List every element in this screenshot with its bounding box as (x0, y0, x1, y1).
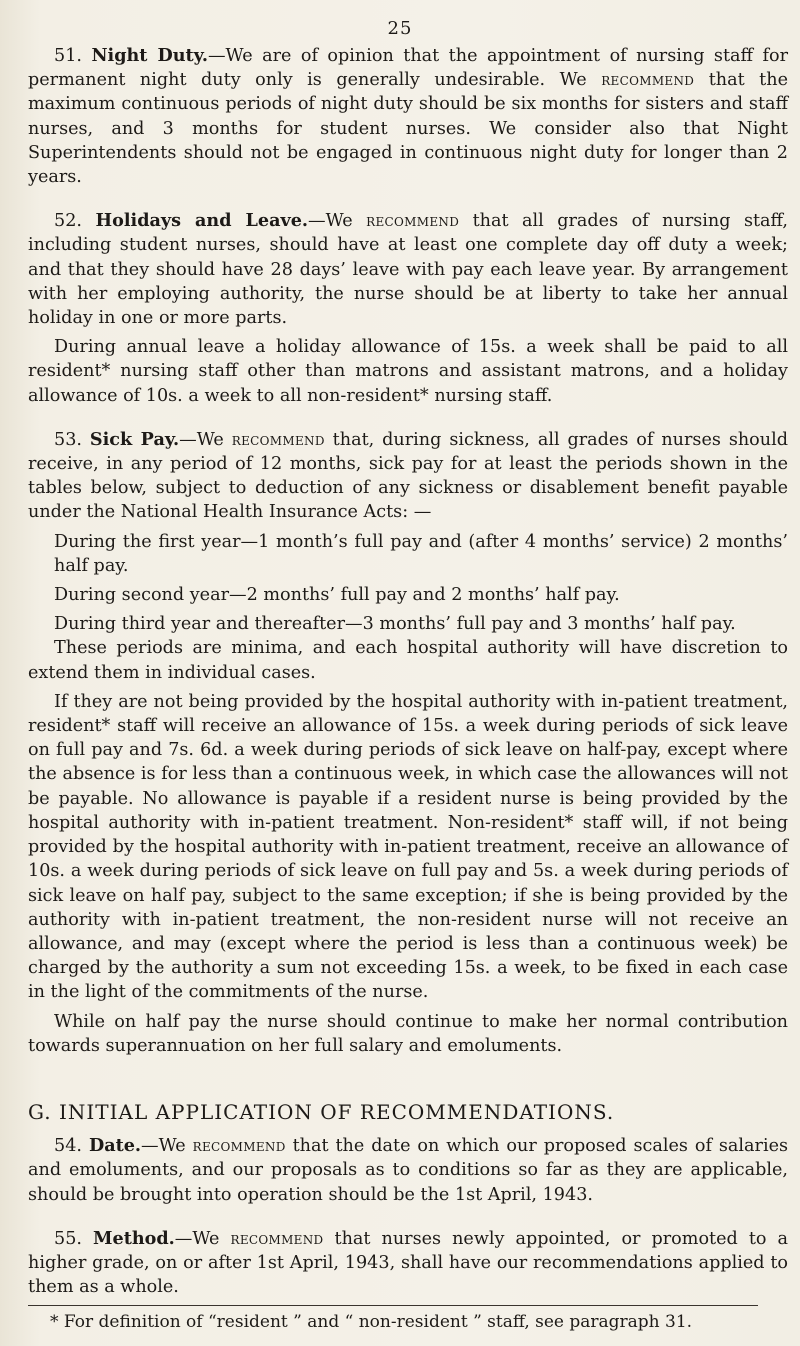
paragraph-55 (28, 1227, 788, 1300)
paragraph-number: 51. (54, 46, 82, 66)
section-heading-g: G. INITIAL APPLICATION OF RECOMMENDATIONS. (28, 1099, 615, 1124)
recommend-keyword: recommend (192, 1136, 286, 1157)
document-body (28, 44, 788, 1335)
paragraph-heading: Holidays and Leave. (95, 210, 309, 232)
paragraph-51 (28, 44, 788, 189)
page-number: 25 (387, 18, 413, 39)
recommend-keyword: recommend (230, 1228, 324, 1249)
paragraph-heading: Method. (93, 1227, 175, 1249)
paragraph-text: that, during sickness, all grades of nurses should receive, in any period of 12 months, sick pay for at least the periods shown in the tables below, subject to deduction of any sickness or disablement benefit payable under the National Health Insurance Acts: — (28, 429, 788, 523)
paragraph-text: —We are of opinion that the appointment of nursing staff for permanent night duty only is generally undesirable. We (28, 46, 788, 91)
paragraph-number: 53. (54, 429, 82, 450)
recommend-keyword: recommend (366, 211, 460, 232)
paragraph-text: —We (179, 429, 232, 450)
recommend-keyword: recommend (231, 429, 325, 450)
paragraph-53-minima: These periods are minima, and each hospital authority will have discretion to extend them in individual cases. (28, 638, 788, 683)
recommend-keyword: recommend (601, 70, 695, 91)
paragraph-number: 52. (54, 211, 82, 232)
paragraph-text: that nurses newly appointed, or promoted to a higher grade, on or after 1st April, 1943, shall have our recommendations applied to them as a whole. (28, 1228, 789, 1298)
paragraph-number: 54. (54, 1136, 82, 1157)
paragraph-text: —We (141, 1136, 193, 1157)
paragraph-53 (28, 428, 788, 525)
sick-pay-second-year: During second year—2 months’ full pay and 2 months’ half pay. (54, 585, 620, 606)
paragraph-text: —We (174, 1228, 231, 1249)
paragraph-heading: Date. (88, 1135, 142, 1157)
paragraph-54 (28, 1134, 788, 1207)
paragraph-number: 55. (54, 1228, 82, 1249)
paragraph-heading: Sick Pay. (89, 428, 180, 450)
sick-pay-third-year: During third year and thereafter—3 months’ full pay and 3 months’ half pay. (54, 614, 736, 635)
paragraph-53-allowances: If they are not being provided by the hospital authority with in-patient treatment, resident* staff will receive an allowance of 15s. a week during periods of sick leave on full pay and 7s. 6d. a week during periods of sick leave on half-pay, except where the absence is for less than a continuous week, in which case the allowances will not be payable. No allowance is payable if a resident nurse is being provided by the hospital authority with in-patient treatment. Non-resident* staff will, if not being provided by the hospital authority with in-patient treatment, receive an allowance of 10s. a week during periods of sick leave on full pay and 5s. a week during periods of sick leave on half pay, subject to the same exception; if she is being provided by the authority with in-patient treatment, the non-resident nurse will not receive an allowance, and may (except where the period is less than a continuous week) be charged by the authority a sum not exceeding 15s. a week, to be fixed in each case in the light of the commitments of the nurse. (28, 691, 788, 1003)
paragraph-52-holiday-allowance: During annual leave a holiday allowance of 15s. a week shall be paid to all resident* nursing staff other than matrons and assistant matrons, and a holiday allowance of 10s. a week to all non-resident* nursing staff. (28, 337, 788, 406)
paragraph-text: that all grades of nursing staff, including student nurses, should have at least one complete day off duty a week; and that they should have 28 days’ leave with pay each leave year. By arrangement with her employing authority, the nurse should be at liberty to take her annual holiday in one or more parts. (28, 211, 789, 329)
paragraph-text: that the date on which our proposed scales of salaries and emoluments, and our proposals as to conditions so far as they are applicable, should be brought into operation should be the 1st April, 1943. (28, 1136, 789, 1205)
paragraph-text: that the maximum continuous periods of night duty should be six months for sisters and staff nurses, and 3 months for student nurses. We consider also that Night Superintendents should not be engaged in continuous night duty for longer than 2 years. (28, 70, 788, 188)
paragraph-52 (28, 209, 788, 330)
paragraph-text: —We (308, 211, 367, 232)
footnote: * For definition of “resident ” and “ non-resident ” staff, see paragraph 31. (50, 1312, 693, 1333)
sick-pay-first-year: During the first year—1 month’s full pay and (after 4 months’ service) 2 months’ half pay. (54, 531, 788, 576)
footnote-divider (28, 1305, 758, 1306)
paragraph-heading: Night Duty. (91, 45, 208, 66)
paragraph-53-superannuation: While on half pay the nurse should continue to make her normal contribution towards superannuation on her full salary and emoluments. (28, 1011, 788, 1056)
